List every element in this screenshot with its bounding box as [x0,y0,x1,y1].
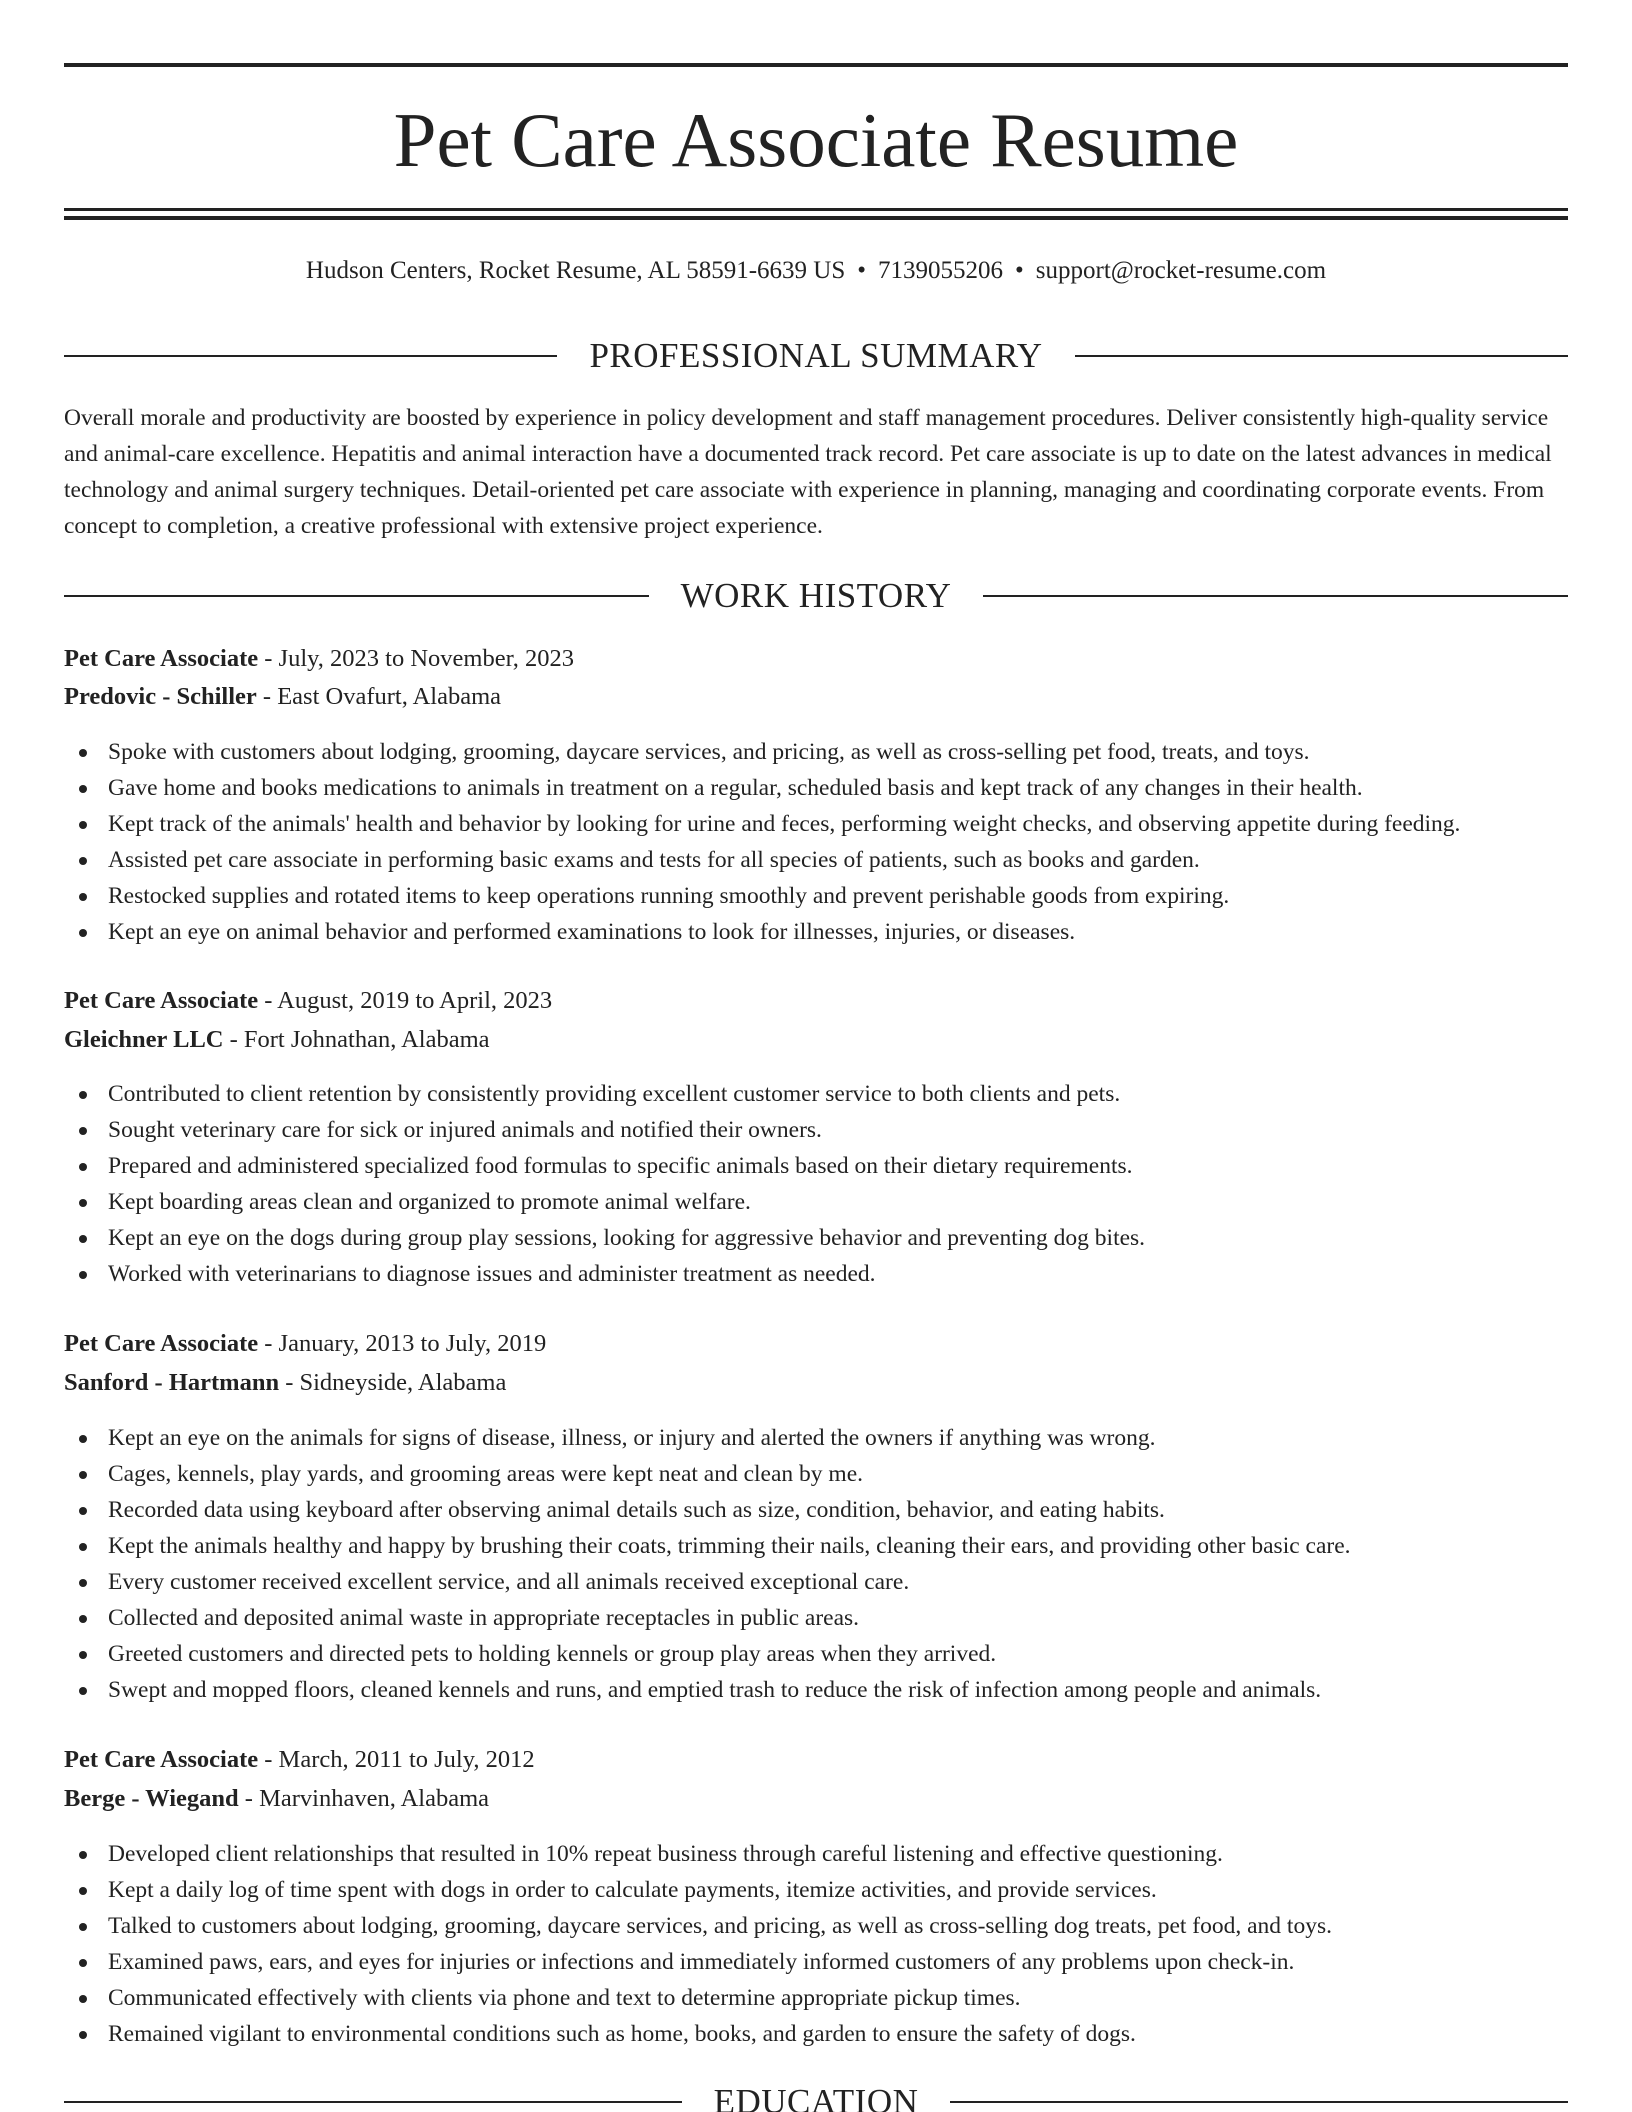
job-company-line [64,1023,1568,1057]
job-bullet: Gave home and books medications to animals in treatment on a regular, scheduled basis and kept track of any changes in their health. [64,770,1568,806]
job-title: Pet Care Associate [64,645,259,672]
job-title-line [64,984,1568,1018]
job-location: - Sidneyside, Alabama [279,1369,507,1396]
heading-rule-right [983,595,1568,597]
header-top-rule [64,63,1568,67]
contact-email: support@rocket-resume.com [1035,257,1327,284]
job-bullet: Talked to customers about lodging, grooming, daycare services, and pricing, as well as cross-selling dog treats, pet food, and toys. [64,1908,1568,1944]
job-bullet: Spoke with customers about lodging, grooming, daycare services, and pricing, as well as cross-selling pet food, treats, and toys. [64,734,1568,770]
job-bullet: Remained vigilant to environmental conditions such as home, books, and garden to ensure the safety of dogs. [64,2016,1568,2052]
job-title: Pet Care Associate [64,1330,259,1357]
header-bottom-rule [64,208,1568,211]
job-bullet: Communicated effectively with clients via phone and text to determine appropriate pickup times. [64,1980,1568,2016]
job-title-line [64,642,1568,676]
contact-phone: 7139055206 [878,257,1003,284]
job-company: Gleichner LLC [64,1026,224,1053]
job-bullet: Assisted pet care associate in performing basic exams and tests for all species of patients, such as books and garden. [64,842,1568,878]
job-company-line [64,1782,1568,1816]
job-bullet: Collected and deposited animal waste in appropriate receptacles in public areas. [64,1600,1568,1636]
job-bullet: Kept an eye on animal behavior and performed examinations to look for illnesses, injuries, or diseases. [64,914,1568,950]
job-bullets [64,1420,1568,1708]
section-heading-education [64,2080,1568,2112]
job-title: Pet Care Associate [64,987,259,1014]
contact-line [0,254,1632,288]
job-company-line [64,680,1568,714]
job-bullet: Recorded data using keyboard after observing animal details such as size, condition, behavior, and eating habits. [64,1492,1568,1528]
job-dates: - January, 2013 to July, 2019 [258,1330,547,1357]
section-title: PROFESSIONAL SUMMARY [589,336,1043,375]
job-bullet: Developed client relationships that resulted in 10% repeat business through careful listening and effective questioning. [64,1836,1568,1872]
contact-separator: • [857,257,866,284]
heading-rule-left [64,595,649,597]
contact-separator: • [1015,257,1024,284]
job-title-line [64,1743,1568,1777]
job-company-line [64,1366,1568,1400]
job-bullet: Greeted customers and directed pets to holding kennels or group play areas when they arrived. [64,1636,1568,1672]
job-bullet: Swept and mopped floors, cleaned kennels and runs, and emptied trash to reduce the risk of infection among people and animals. [64,1672,1568,1708]
job-bullet: Kept a daily log of time spent with dogs in order to calculate payments, itemize activities, and provide services. [64,1872,1568,1908]
job-bullet: Sought veterinary care for sick or injured animals and notified their owners. [64,1112,1568,1148]
job-location: - Fort Johnathan, Alabama [223,1026,490,1053]
section-title: EDUCATION [713,2082,919,2112]
heading-rule-left [64,2101,682,2103]
job-bullet: Prepared and administered specialized food formulas to specific animals based on their dietary requirements. [64,1148,1568,1184]
job-bullet: Every customer received excellent service, and all animals received exceptional care. [64,1564,1568,1600]
job-bullet: Cages, kennels, play yards, and grooming areas were kept neat and clean by me. [64,1456,1568,1492]
contact-address: Hudson Centers, Rocket Resume, AL 58591-6639 US [305,257,846,284]
job-company: Predovic - Schiller [64,683,257,710]
job-dates: - August, 2019 to April, 2023 [258,987,553,1014]
job-bullet: Kept boarding areas clean and organized to promote animal welfare. [64,1184,1568,1220]
page-title: Pet Care Associate Resume [393,97,1239,183]
job-title: Pet Care Associate [64,1746,259,1773]
job-location: - Marvinhaven, Alabama [238,1785,490,1812]
heading-rule-right [950,2101,1568,2103]
section-title: WORK HISTORY [680,576,952,615]
section-heading-summary [64,334,1568,378]
job-company: Sanford - Hartmann [64,1369,280,1396]
job-bullet: Kept the animals healthy and happy by brushing their coats, trimming their nails, cleaning their ears, and providing other basic care. [64,1528,1568,1564]
job-bullet: Restocked supplies and rotated items to keep operations running smoothly and prevent perishable goods from expiring. [64,878,1568,914]
job-bullet: Kept track of the animals' health and behavior by looking for urine and feces, performing weight checks, and observing appetite during feeding. [64,806,1568,842]
job-dates: - March, 2011 to July, 2012 [258,1746,535,1773]
job-bullets [64,1836,1568,2052]
job-bullet: Contributed to client retention by consistently providing excellent customer service to both clients and pets. [64,1076,1568,1112]
section-heading-work-history [64,574,1568,618]
header-bottom-rule-double [64,216,1568,220]
heading-rule-left [64,355,557,357]
job-bullet: Kept an eye on the dogs during group play sessions, looking for aggressive behavior and preventing dog bites. [64,1220,1568,1256]
job-bullet: Examined paws, ears, and eyes for injuries or infections and immediately informed customers of any problems upon check-in. [64,1944,1568,1980]
summary-text: Overall morale and productivity are boosted by experience in policy development and staff management procedures. Deliver consistently high-quality service and animal-care excellence. Hepatitis and animal interaction have a documented track record. Pet care associate is up to date on the latest advances in medical technology and animal surgery techniques. Detail-oriented pet care associate with experience in planning, managing and coordinating corporate events. From concept to completion, a creative professional with extensive project experience. [64,405,1552,539]
job-dates: - July, 2023 to November, 2023 [258,645,575,672]
job-title-line [64,1327,1568,1361]
job-bullets [64,734,1568,950]
job-bullet: Worked with veterinarians to diagnose issues and administer treatment as needed. [64,1256,1568,1292]
job-bullets [64,1076,1568,1292]
job-company: Berge - Wiegand [64,1785,239,1812]
job-location: - East Ovafurt, Alabama [256,683,502,710]
job-bullet: Kept an eye on the animals for signs of disease, illness, or injury and alerted the owners if anything was wrong. [64,1420,1568,1456]
heading-rule-right [1075,355,1568,357]
